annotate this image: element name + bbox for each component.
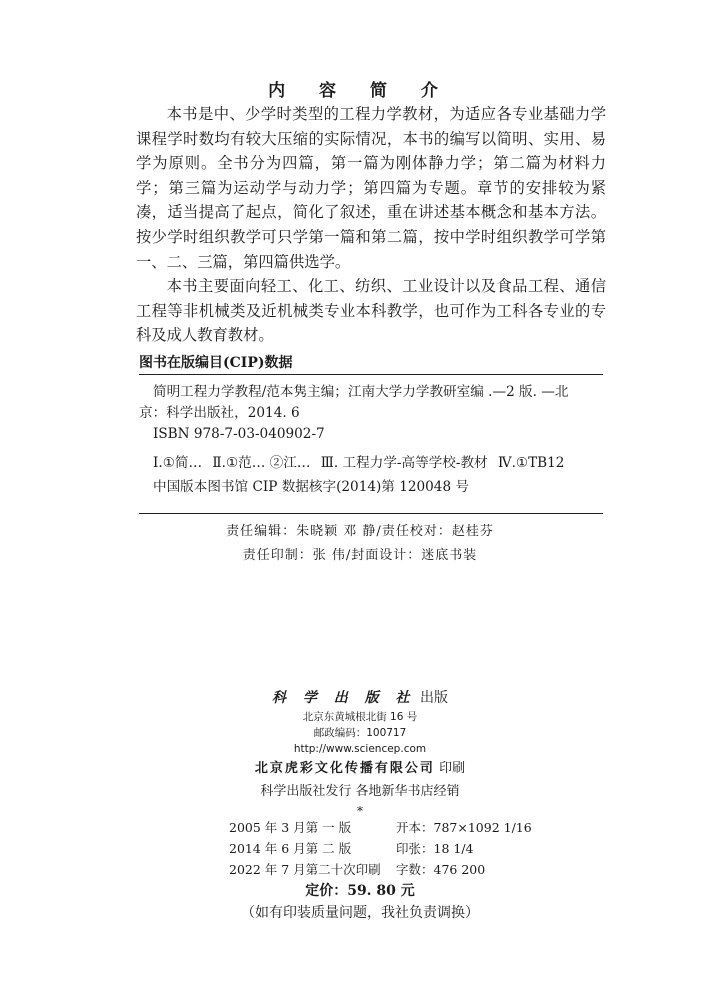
cip-heading: 图书在版编目(CIP)数据 <box>139 355 293 371</box>
summary-title: 内 容 简 介 <box>268 81 452 101</box>
edition-date: 2022 年 7 月第二十次印刷 <box>229 862 381 877</box>
edition-spec: 开本：787×1092 1/16 <box>396 820 532 835</box>
edition-row <box>229 859 532 880</box>
summary-paragraph: 本书是中、少学时类型的工程力学教材，为适应各专业基础力学课程学时数均有较大压缩的实际情况，本书的编写以简明、实用、易学为原则。全书分为四篇，第一篇为刚体静力学；第二篇为材料力学；第三篇为运动学与动力学；第四篇为专题。章节的安排较为紧凑，适当提高了起点，简化了叙述，重在讲述基本概念和基本方法。按少学时组织教学可只学第一篇和第二篇，按中学时组织教学可学第一、二、三篇，第四篇供选学。 <box>136 105 606 271</box>
publisher-suffix: 出版 <box>419 690 448 706</box>
cip-top-rule <box>139 374 603 375</box>
publisher-postcode: 邮政编码：100717 <box>313 727 407 739</box>
credits-line: 责任编辑：朱晓颖 邓 静/责任校对：赵桂芬 <box>226 524 494 539</box>
cip-record-line: 京：科学出版社，2014. 6 <box>139 405 300 421</box>
credits <box>0 520 720 568</box>
edition-row <box>229 817 532 838</box>
printer-suffix: 印刷 <box>439 761 466 776</box>
publisher-line <box>0 687 720 709</box>
separator-star: * <box>357 804 363 818</box>
price: 定价：59. 80 元 <box>305 883 415 899</box>
edition-spec: 字数：476 200 <box>396 862 486 877</box>
quality-note: （如有印装质量问题，我社负责调换） <box>241 905 479 921</box>
cip-class-item: Ⅱ.①范… ②江… <box>212 455 311 471</box>
cip-class-item: Ⅰ.①简… <box>153 455 203 471</box>
edition-row <box>229 838 532 859</box>
summary-paragraph: 本书主要面向轻工、化工、纺织、工业设计以及食品工程、通信工程等非机械类及近机械类专业本科教学，也可作为工科各专业的专科及成人教育教材。 <box>136 277 606 345</box>
summary-text <box>136 102 606 348</box>
cip-isbn: ISBN 978-7-03-040902-7 <box>153 426 325 442</box>
publisher-name: 科 学 出 版 社 <box>272 690 416 706</box>
cip-record-line: 简明工程力学教程/范本隽主编；江南大学力学教研室编 .—2 版. —北 <box>153 384 569 400</box>
cip-class-item: Ⅳ.①TB12 <box>497 455 565 471</box>
edition-table <box>229 817 532 880</box>
cip-classification <box>139 453 597 474</box>
printer-line <box>0 757 720 781</box>
imprint <box>0 687 720 819</box>
printer-name: 北京虎彩文化传播有限公司 <box>254 761 435 776</box>
credits-line: 责任印制：张 伟/封面设计：迷底书装 <box>242 548 478 563</box>
cip-verification: 中国版本图书馆 CIP 数据核字(2014)第 120048 号 <box>153 479 470 495</box>
cip-bottom-rule <box>139 513 603 514</box>
edition-spec: 印张：18 1/4 <box>396 841 474 856</box>
cip-class-item: Ⅲ. 工程力学-高等学校-教材 <box>320 455 488 471</box>
publisher-website: http://www.sciencep.com <box>293 743 427 755</box>
edition-date: 2005 年 3 月第 一 版 <box>229 820 352 835</box>
publisher-address: 北京东黄城根北街 16 号 <box>302 711 418 723</box>
cip-record <box>139 382 597 498</box>
edition-date: 2014 年 6 月第 二 版 <box>229 841 352 856</box>
distribution-line: 科学出版社发行 各地新华书店经销 <box>260 784 460 799</box>
